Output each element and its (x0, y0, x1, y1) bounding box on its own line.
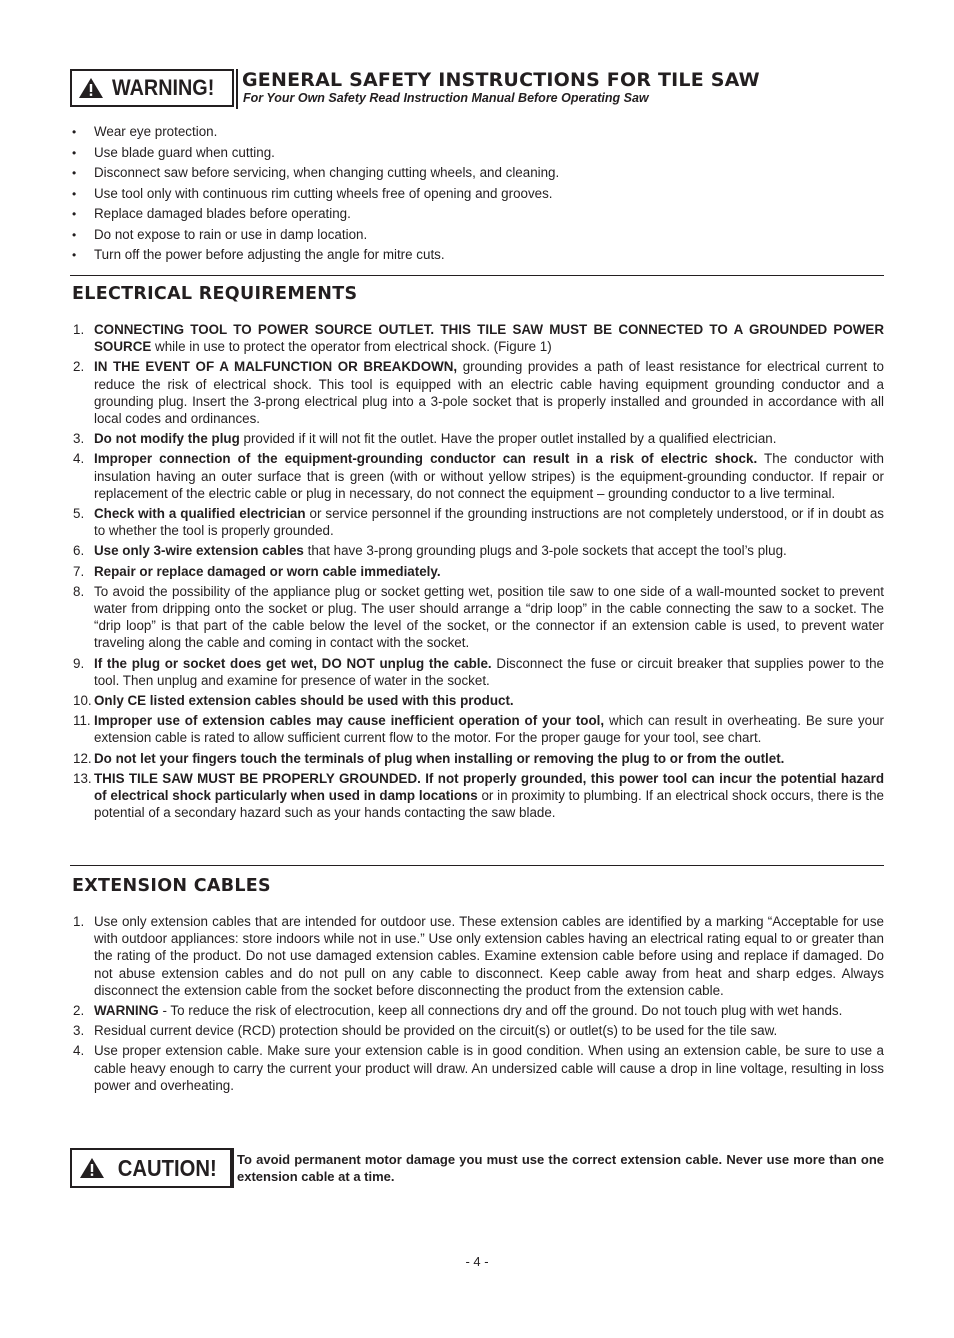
item-text: while in use to protect the operator from electrical shock. (Figure 1) (151, 339, 552, 355)
item-text: or service personnel if the grounding instructions are not completely understood, or if in doubt as to whether the tool is properly grounded. (94, 506, 884, 539)
warning-triangle-icon (79, 1157, 105, 1179)
list-item (70, 430, 884, 447)
item-number: 4. (73, 451, 85, 467)
item-text: that have 3-prong grounding plugs and 3-pole sockets that accept the tool’s plug. (303, 543, 787, 559)
list-item (70, 1002, 884, 1019)
safety-bullet-list (70, 122, 884, 266)
caution-label: CAUTION! (117, 1154, 217, 1181)
item-number: 6. (73, 543, 85, 559)
list-item (70, 1042, 884, 1094)
warning-triangle-icon (78, 77, 104, 99)
item-text: or in proximity to plumbing. If an electrical shock occurs, there is the potential of a secondary hazard such as your hands contacting the saw blade. (94, 788, 884, 821)
header-divider (236, 69, 238, 109)
item-number: 11. (73, 713, 91, 729)
list-item (70, 655, 884, 689)
item-number: 7. (73, 563, 85, 579)
item-number: 12. (73, 750, 92, 766)
item-bold-text: CONNECTING TOOL TO POWER SOURCE OUTLET. THIS TILE SAW MUST BE CONNECTED TO A GROUNDED POWER SOURCE (94, 322, 884, 355)
caution-box (70, 1148, 232, 1188)
list-item: • Disconnect saw before servicing, when changing cutting wheels, and cleaning. (70, 163, 884, 184)
item-number: 2. (73, 1003, 85, 1019)
electrical-requirements-list (70, 321, 884, 824)
item-number: 1. (73, 322, 85, 337)
list-item (70, 712, 884, 746)
item-bold-text: Do not let your fingers touch the terminals of plug when installing or removing the plug to or from the outlet. (94, 750, 785, 766)
item-text: Residual current device (RCD) protection should be provided on the circuit(s) or outlet(s) to be used for the tile saw. (94, 1023, 778, 1039)
list-item: • Use blade guard when cutting. (70, 143, 884, 164)
list-item (70, 692, 884, 709)
safety-header (70, 69, 884, 111)
list-item (70, 542, 884, 559)
caution-divider (232, 1148, 234, 1188)
extension-heading: EXTENSION CABLES (72, 876, 271, 896)
item-number: 3. (73, 431, 85, 447)
list-item (70, 913, 884, 999)
list-item (70, 450, 884, 502)
section-divider (70, 865, 884, 866)
list-item (70, 1022, 884, 1039)
item-bold-text: Improper connection of the equipment-grounding conductor can result in a risk of electric shock. (94, 451, 758, 467)
item-number: 3. (73, 1023, 85, 1039)
item-text: The conductor with insulation having an outer surface that is green (with or without yellow stripes) is the equipment-grounding conductor. If repair or replacement of the electric cable or plug in necessary, do not connect the equipment – grounding conductor to a live terminal. (94, 451, 884, 501)
item-number: 1. (73, 914, 85, 929)
item-number: 9. (73, 655, 85, 671)
list-item: • Wear eye protection. (70, 122, 884, 143)
list-item (70, 358, 884, 427)
list-item (70, 321, 884, 355)
caution-text: To avoid permanent motor damage you must use the correct extension cable. Never use more than one extension cable at a time. (237, 1152, 884, 1184)
list-item (70, 750, 884, 767)
item-bold-text: Improper use of extension cables may cause inefficient operation of your tool, (94, 713, 605, 729)
page-title: GENERAL SAFETY INSTRUCTIONS FOR TILE SAW (242, 69, 760, 91)
item-number: 5. (73, 506, 85, 522)
item-text: which can result in overheating. Be sure your extension cable is rated to allow sufficient current flow to the motor. For the proper gauge for your tool, see chart. (94, 713, 884, 746)
item-text: - To reduce the risk of electrocution, keep all connections dry and off the ground. Do not touch plug with wet hands. (158, 1003, 843, 1019)
item-bold-text: Use only 3-wire extension cables (94, 543, 304, 559)
extension-cables-list (70, 913, 884, 1097)
item-bold-text: IN THE EVENT OF A MALFUNCTION OR BREAKDOWN, (94, 359, 458, 375)
page-number: - 4 - (465, 1254, 489, 1269)
item-bold-text: Check with a qualified electrician (94, 506, 306, 522)
item-text: grounding provides a path of least resistance for electrical current to reduce the risk of electrical shock. This tool is equipped with an electric cable having equipment grounding conductor and a grounding plug. Insert the 3-prong electrical plug into a 3-pole socket that is properly installed and grounded in accordance with all local codes and ordinances. (94, 359, 884, 427)
item-bold-text: Repair or replace damaged or worn cable immediately. (94, 563, 441, 579)
item-number: 13. (73, 770, 92, 786)
item-bold-text: WARNING (94, 1003, 159, 1019)
page-subtitle: For Your Own Safety Read Instruction Manual Before Operating Saw (243, 91, 649, 105)
item-text: Use proper extension cable. Make sure your extension cable is in good condition. When using an extension cable, be sure to use a cable heavy enough to carry the current your product will draw. An undersized cable will cause a drop in line voltage, resulting in loss power and overheating. (94, 1043, 884, 1093)
item-text: provided if it will not fit the outlet. Have the proper outlet installed by a qualified electrician. (239, 431, 777, 447)
item-text: Use only extension cables that are intended for outdoor use. These extension cables are identified by a marking “Acceptable for use with outdoor appliances: store indoors while not in use.” Use only extension cables having an electrical rating equal to or greater than the rating of the product. Do not use damaged extension cables. Examine extension cable before using and replace if damaged. Do not abuse extension cables and do not pull on any cable to disconnect. Keep cable away from heat and sharp edges. Always disconnect the extension cable from the socket before disconnecting the product from the extension cable. (94, 914, 884, 998)
list-item (70, 505, 884, 539)
warning-box (70, 69, 234, 107)
item-bold-text: If the plug or socket does get wet, DO NOT unplug the cable. (94, 655, 492, 671)
item-number: 2. (73, 359, 85, 375)
caution-block (70, 1148, 884, 1190)
item-bold-text: THIS TILE SAW MUST BE PROPERLY GROUNDED. If not properly grounded, this power tool can incur the potential hazard of electrical shock particularly when used in damp locations (94, 770, 884, 804)
list-item: • Turn off the power before adjusting the angle for mitre cuts. (70, 245, 884, 266)
item-number: 10. (73, 693, 92, 709)
list-item: • Replace damaged blades before operating. (70, 204, 884, 225)
item-number: 8. (73, 583, 85, 599)
item-text: Disconnect the fuse or circuit breaker that supplies power to the tool. Then unplug and examine for presence of water in the socket. (94, 655, 884, 688)
list-item: • Use tool only with continuous rim cutting wheels free of opening and grooves. (70, 184, 884, 205)
item-bold-text: Only CE listed extension cables should be used with this product. (94, 693, 514, 709)
warning-label: WARNING! (112, 75, 215, 100)
item-number: 4. (73, 1043, 85, 1059)
list-item (70, 583, 884, 652)
list-item: • Do not expose to rain or use in damp location. (70, 225, 884, 246)
item-text: To avoid the possibility of the appliance plug or socket getting wet, position tile saw to one side of a wall-mounted socket to prevent water from dripping onto the socket or plug. The user should arrange a “drip loop” in the cable connecting the saw to a socket. The “drip loop” is that part of the cable below the level of the socket, or the connector if an extension cable is used, to prevent water traveling along the cable and coming in contact with the socket. (94, 583, 884, 651)
list-item (70, 563, 884, 580)
section-divider (70, 275, 884, 276)
item-bold-text: Do not modify the plug (94, 431, 240, 447)
list-item (70, 770, 884, 822)
electrical-heading: ELECTRICAL REQUIREMENTS (72, 284, 358, 304)
